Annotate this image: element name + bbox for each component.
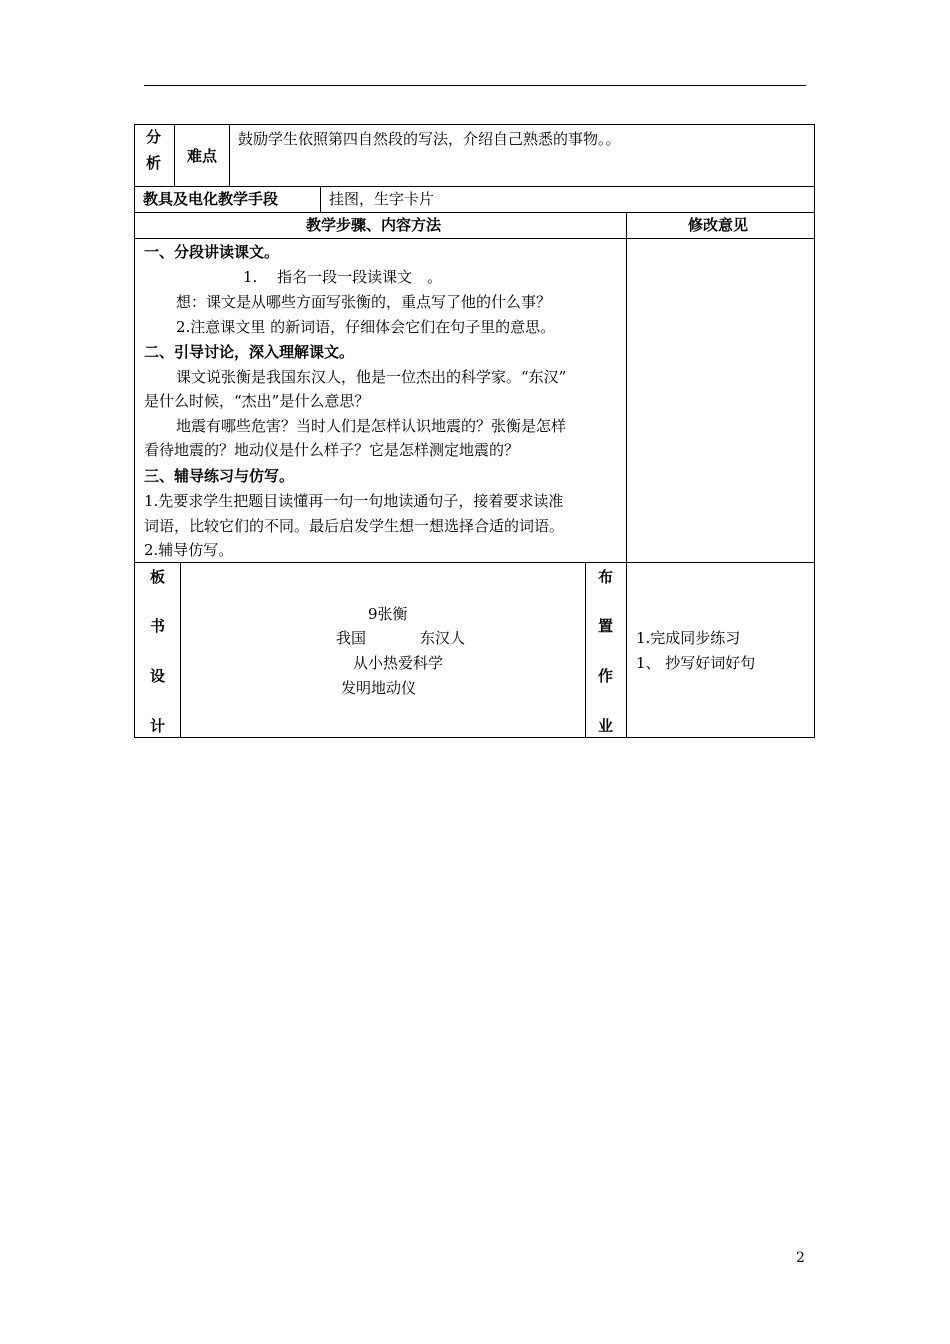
step3-title: 三、辅导练习与仿写。 — [144, 467, 295, 485]
analysis-label-xi: 析 — [146, 154, 162, 172]
board-line1-a: 我国 — [336, 629, 367, 647]
board-label-char: 书 — [150, 617, 166, 635]
board-label-char: 计 — [150, 717, 166, 735]
homework-item-1: 1.完成同步练习 — [636, 629, 741, 647]
step1-line2: 想：课文是从哪些方面写张衡的，重点写了他的什么事？ — [176, 293, 552, 311]
board-label-char: 设 — [150, 667, 166, 685]
page-number: 2 — [796, 1250, 805, 1266]
step1-line1: 1. 指名一段一段读课文 。 — [243, 268, 443, 286]
homework-label-char: 置 — [598, 617, 614, 635]
homework-label-char: 业 — [598, 717, 614, 735]
board-line1-b: 东汉人 — [420, 629, 466, 647]
step2-line2: 是什么时候，“杰出”是什么意思？ — [144, 392, 370, 410]
homework-item-2: 1、 抄写好词好句 — [636, 654, 756, 672]
tools-label: 教具及电化教学手段 — [143, 190, 279, 208]
step1-line3: 2.注意课文里 的新词语，仔细体会它们在句子里的意思。 — [176, 318, 556, 336]
homework-label-char: 作 — [598, 667, 614, 685]
step2-line4: 看待地震的？地动仪是什么样子？它是怎样测定地震的？ — [144, 441, 520, 459]
board-label-char: 板 — [150, 568, 166, 586]
step1-title: 一、分段讲读课文。 — [144, 243, 280, 261]
difficulty-text: 鼓励学生依照第四自然段的写法，介绍自己熟悉的事物。。 — [238, 130, 621, 148]
board-line2: 从小热爱科学 — [353, 654, 444, 672]
board-line3: 发明地动仪 — [341, 679, 417, 697]
revisions-column-header: 修改意见 — [688, 216, 749, 234]
analysis-label-fen: 分 — [146, 128, 162, 146]
tools-value: 挂图，生字卡片 — [329, 190, 435, 208]
step3-line1: 1.先要求学生把题目读懂再一句一句地读通句子，接着要求读准 — [144, 492, 564, 510]
header-rule — [144, 85, 806, 86]
step2-title: 二、引导讨论，深入理解课文。 — [144, 343, 355, 361]
step3-line2: 词语，比较它们的不同。最后启发学生想一想选择合适的词语。 — [144, 517, 565, 535]
board-title: 9张衡 — [368, 605, 408, 623]
steps-column-header: 教学步骤、内容方法 — [306, 216, 442, 234]
step2-line1: 课文说张衡是我国东汉人，他是一位杰出的科学家。“东汉” — [176, 368, 567, 386]
step2-line3: 地震有哪些危害？当时人们是怎样认识地震的？张衡是怎样 — [176, 417, 567, 435]
homework-label-char: 布 — [598, 568, 614, 586]
step3-line3: 2.辅导仿写。 — [144, 541, 234, 559]
difficulty-label: 难点 — [187, 147, 218, 165]
